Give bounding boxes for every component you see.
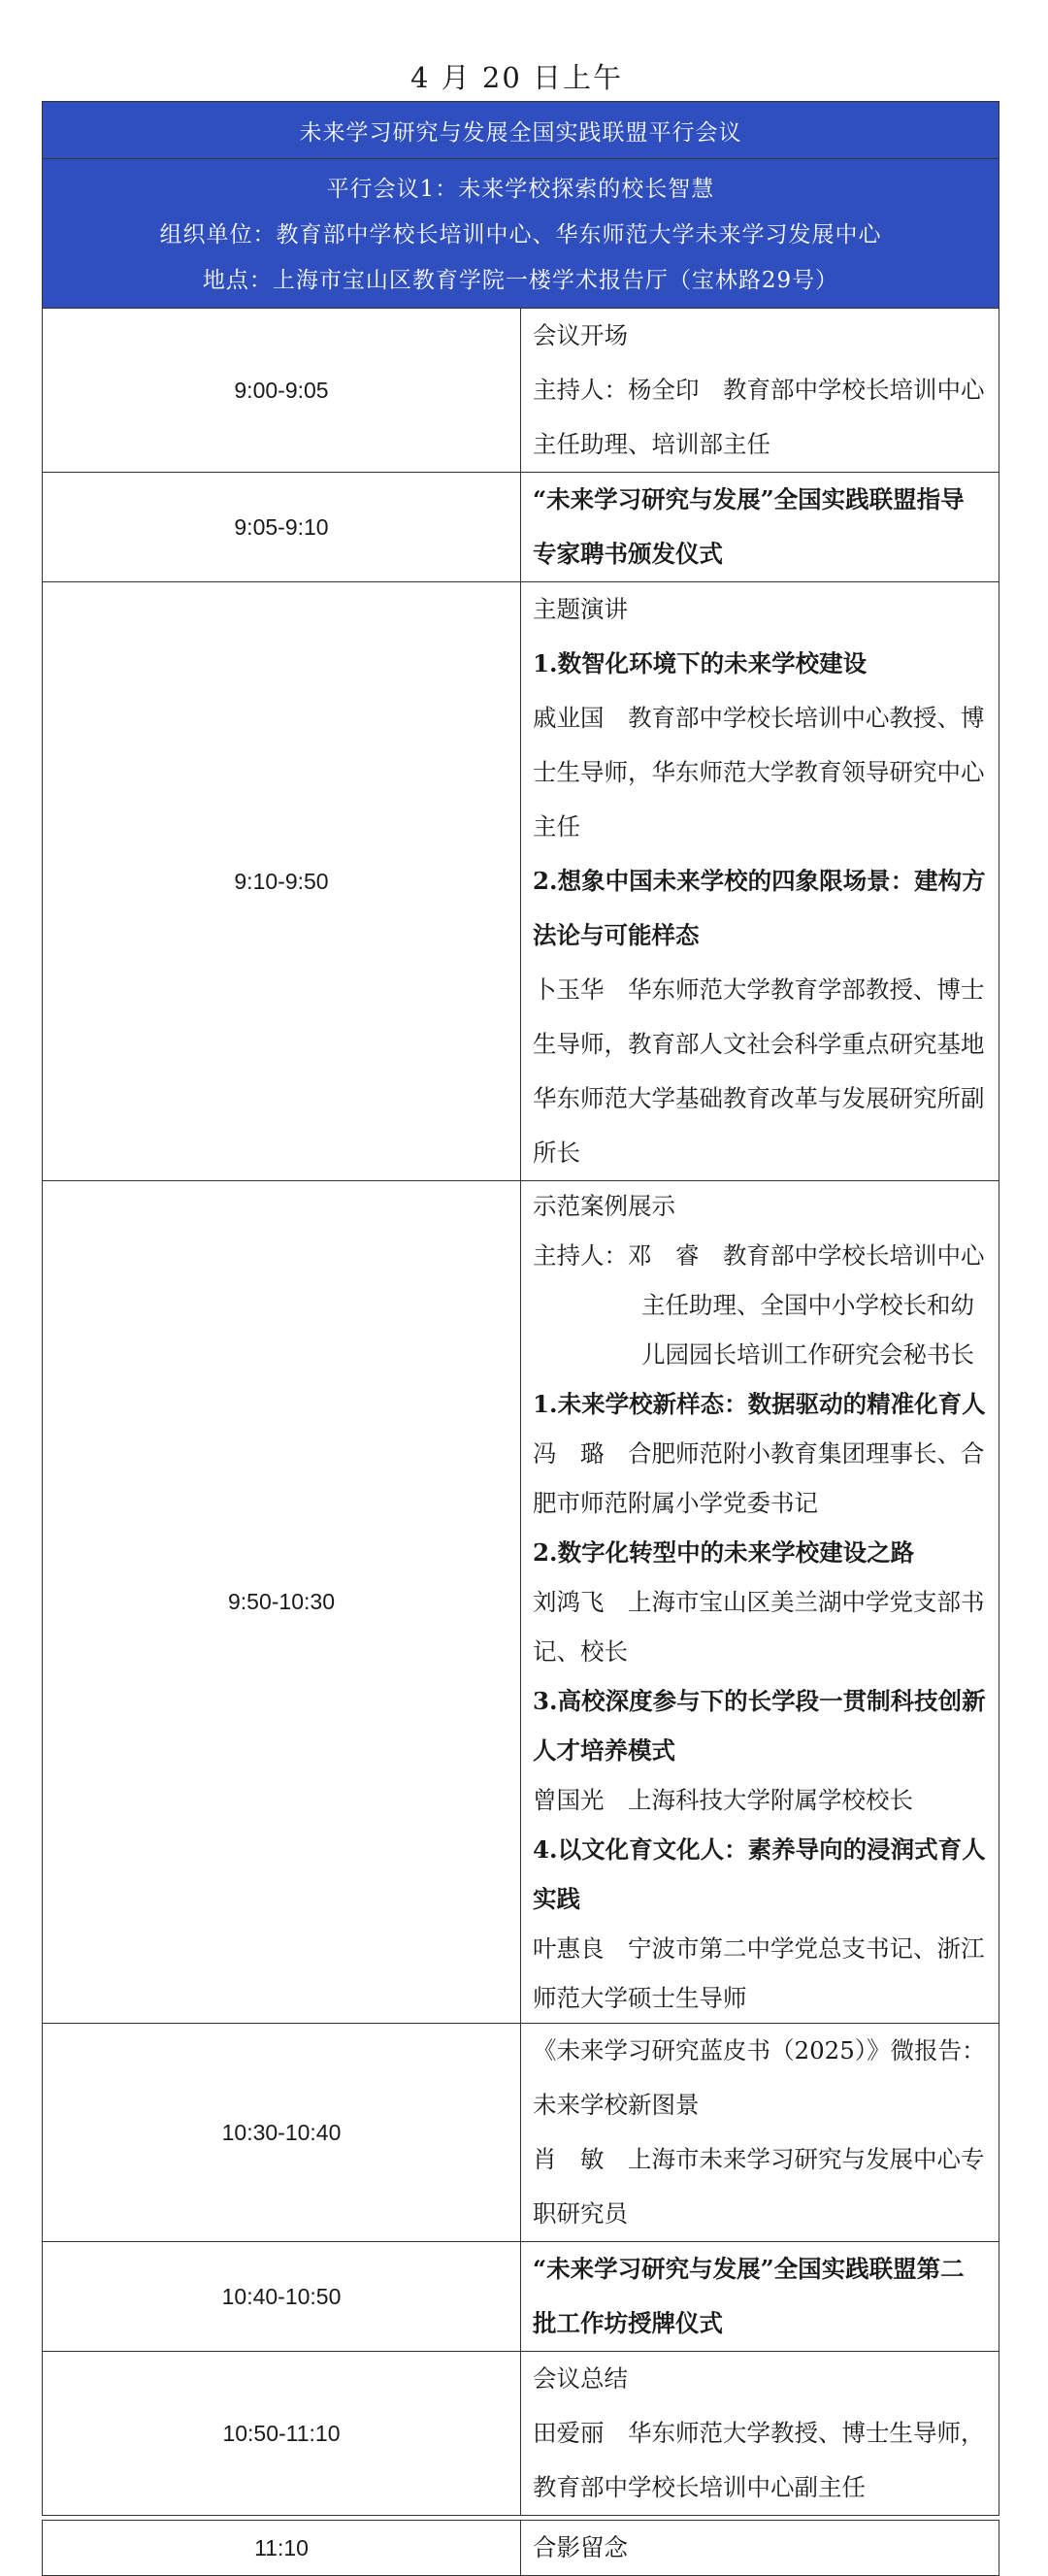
schedule-row [43,2352,999,2516]
session-venue: 地点：上海市宝山区教育学院一楼学术报告厅（宝林路29号） [202,267,839,293]
page-title: 4 月 20 日上午 [409,61,623,94]
schedule-row [43,473,999,582]
schedule-row [43,309,999,473]
content-cell [521,1181,999,2024]
agenda-item-title: 1.数智化环境下的未来学校建设 [533,649,868,677]
content-cell [521,2352,999,2516]
agenda-line: 冯 璐 合肥师范附小教育集团理事长、合肥市师范附属小学党委书记 [533,1439,985,1517]
time-cell: 11:10 [43,2521,521,2576]
schedule-row [43,1181,999,2024]
agenda-item-title: 3.高校深度参与下的长学段一贯制科技创新人才培养模式 [533,1687,986,1765]
agenda-item-title: “未来学习研究与发展”全国实践联盟第二批工作坊授牌仪式 [533,2255,965,2337]
agenda-line: 田爱丽 华东师范大学教授、博士生导师，教育部中学校长培训中心副主任 [533,2419,985,2501]
agenda-line: 叶惠良 宁波市第二中学党总支书记、浙江师范大学硕士生导师 [533,1934,985,2012]
session-organizers: 组织单位：教育部中学校长培训中心、华东师范大学未来学习发展中心 [159,221,882,248]
forum-title: 未来学习研究与发展全国实践联盟平行会议 [43,102,999,159]
schedule-row [43,2521,999,2576]
agenda-line: 主持人：杨全印 教育部中学校长培训中心主任助理、培训部主任 [533,376,985,458]
agenda-line: 刘鸿飞 上海市宝山区美兰湖中学党支部书记、校长 [533,1588,985,1666]
time-cell: 9:00-9:05 [43,309,521,473]
agenda-line: 戚业国 教育部中学校长培训中心教授、博士生导师，华东师范大学教育领导研究中心主任 [533,704,985,841]
schedule-table [42,101,999,2576]
agenda-item-title: 4.以文化育文化人：素养导向的浸润式育人实践 [533,1835,986,1913]
time-cell: 10:40-10:50 [43,2242,521,2352]
agenda-item-title: “未来学习研究与发展”全国实践联盟指导专家聘书颁发仪式 [533,485,965,568]
agenda-item-title: 1.未来学校新样态：数据驱动的精准化育人 [533,1390,986,1418]
content-cell [521,473,999,582]
forum-header-row [43,102,999,159]
agenda-line: 主持人：邓 睿 教育部中学校长培训中心主任助理、全国中小学校长和幼儿园园长培训工作研究会秘书长 [533,1241,985,1369]
agenda-line: 曾国光 上海科技大学附属学校校长 [533,1786,913,1814]
agenda-line: 会议开场 [533,321,628,349]
time-cell: 9:05-9:10 [43,473,521,582]
time-cell: 9:50-10:30 [43,1181,521,2024]
content-cell [521,2521,999,2576]
agenda-line: 《未来学习研究蓝皮书（2025）》微报告：未来学校新图景 [533,2036,986,2119]
time-cell: 10:30-10:40 [43,2024,521,2242]
agenda-line: 卜玉华 华东师范大学教育学部教授、博士生导师，教育部人文社会科学重点研究基地华东师范大学基础教育改革与发展研究所副所长 [533,975,985,1167]
schedule-row [43,2242,999,2352]
time-cell: 10:50-11:10 [43,2352,521,2516]
agenda-item-title: 2.数字化转型中的未来学校建设之路 [533,1538,915,1567]
content-cell [521,582,999,1181]
agenda-line: 主题演讲 [533,595,628,623]
agenda-line: 肖 敏 上海市未来学习研究与发展中心专职研究员 [533,2145,985,2228]
session-title: 平行会议1：未来学校探索的校长智慧 [326,176,715,202]
agenda-line: 合影留念 [533,2533,628,2561]
session-header-row [43,159,999,309]
agenda-item-title: 2.想象中国未来学校的四象限场景：建构方法论与可能样态 [533,867,986,949]
session-info [43,159,999,309]
schedule-row [43,2024,999,2242]
agenda-line: 会议总结 [533,2364,628,2393]
time-cell: 9:10-9:50 [43,582,521,1181]
content-cell [521,309,999,473]
content-cell [521,2242,999,2352]
content-cell [521,2024,999,2242]
agenda-line: 示范案例展示 [533,1192,675,1220]
schedule-row [43,582,999,1181]
